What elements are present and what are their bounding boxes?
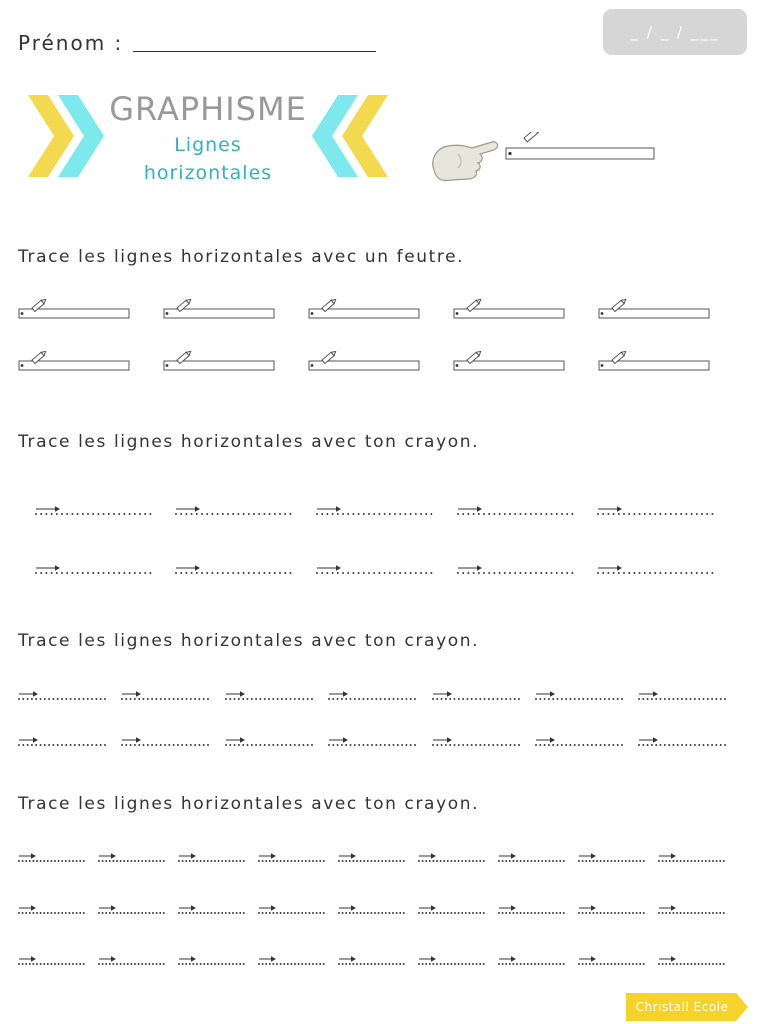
arrow-right-icon	[36, 506, 60, 512]
arrow-right-icon	[259, 905, 276, 911]
trace-dotted-line[interactable]	[175, 562, 293, 576]
arrow-right-icon	[499, 956, 516, 962]
pointing-hand-icon	[433, 142, 498, 181]
banner-subtitle-line2: horizontales	[143, 162, 273, 184]
instruction-1: Trace les lignes horizontales avec un feutre.	[18, 247, 465, 267]
pencil-icon	[612, 298, 627, 312]
arrow-right-icon	[499, 905, 516, 911]
trace-dotted-line[interactable]	[338, 953, 406, 967]
trace-dotted-line[interactable]	[498, 953, 566, 967]
trace-dotted-line[interactable]	[258, 902, 326, 916]
demo-example	[428, 132, 668, 192]
arrow-right-icon	[659, 956, 676, 962]
trace-dotted-line[interactable]	[225, 734, 313, 748]
banner-title: GRAPHISME	[109, 90, 307, 128]
trace-dotted-line[interactable]	[338, 902, 406, 916]
arrow-right-icon	[458, 565, 482, 571]
arrow-right-icon	[659, 853, 676, 859]
trace-dotted-line[interactable]	[578, 850, 646, 864]
arrow-right-icon	[226, 691, 245, 697]
trace-dotted-line[interactable]	[418, 902, 486, 916]
trace-dotted-line[interactable]	[178, 850, 246, 864]
trace-bar[interactable]	[163, 296, 277, 322]
arrow-right-icon	[176, 506, 200, 512]
arrow-right-icon	[99, 905, 116, 911]
instruction-4: Trace les lignes horizontales avec ton crayon.	[18, 794, 480, 814]
date-box[interactable]: _ / _ / ___	[603, 9, 747, 55]
footer-brand: Christall Ecole	[635, 1000, 729, 1014]
arrow-right-icon	[259, 956, 276, 962]
trace-dotted-line[interactable]	[578, 902, 646, 916]
pencil-icon	[177, 350, 192, 364]
trace-dotted-line[interactable]	[457, 562, 575, 576]
arrow-right-icon	[36, 565, 60, 571]
trace-dotted-line[interactable]	[316, 562, 434, 576]
banner-subtitle-line1: Lignes	[174, 134, 242, 156]
pencil-icon	[32, 350, 47, 364]
trace-dotted-line[interactable]	[316, 503, 434, 517]
arrow-right-icon	[19, 691, 38, 697]
arrow-right-icon	[433, 691, 452, 697]
trace-bar[interactable]	[18, 348, 132, 374]
trace-bar[interactable]	[308, 348, 422, 374]
arrow-right-icon	[536, 737, 555, 743]
arrow-right-icon	[433, 737, 452, 743]
arrow-right-icon	[99, 853, 116, 859]
pencil-icon	[467, 298, 482, 312]
sample-horizontal-line	[506, 148, 654, 159]
arrow-right-icon	[179, 905, 196, 911]
trace-dotted-line[interactable]	[418, 850, 486, 864]
trace-dotted-line[interactable]	[457, 503, 575, 517]
trace-dotted-line[interactable]	[597, 562, 715, 576]
arrow-right-icon	[259, 853, 276, 859]
arrow-right-icon	[579, 853, 596, 859]
pencil-icon	[177, 298, 192, 312]
trace-dotted-line[interactable]	[18, 902, 86, 916]
trace-dotted-line[interactable]	[658, 850, 726, 864]
trace-bar[interactable]	[18, 296, 132, 322]
trace-bar[interactable]	[453, 296, 567, 322]
arrow-right-icon	[419, 853, 436, 859]
arrow-right-icon	[499, 853, 516, 859]
pencil-icon	[322, 298, 337, 312]
arrow-right-icon	[458, 506, 482, 512]
arrow-right-icon	[339, 853, 356, 859]
arrow-right-icon	[19, 905, 36, 911]
trace-dotted-line[interactable]	[178, 902, 246, 916]
trace-dotted-line[interactable]	[98, 902, 166, 916]
trace-bar[interactable]	[163, 348, 277, 374]
pencil-icon	[32, 298, 47, 312]
trace-dotted-line[interactable]	[658, 902, 726, 916]
arrow-right-icon	[317, 565, 341, 571]
trace-dotted-line[interactable]	[498, 902, 566, 916]
arrow-right-icon	[579, 905, 596, 911]
trace-dotted-line[interactable]	[638, 688, 726, 702]
trace-dotted-line[interactable]	[418, 953, 486, 967]
trace-dotted-line[interactable]	[535, 734, 623, 748]
arrow-right-icon	[19, 737, 38, 743]
pencil-icon	[524, 132, 542, 142]
arrow-right-icon	[536, 691, 555, 697]
trace-dotted-line[interactable]	[98, 953, 166, 967]
arrow-right-icon	[419, 956, 436, 962]
trace-bar[interactable]	[598, 296, 712, 322]
trace-dotted-line[interactable]	[121, 688, 209, 702]
trace-dotted-line[interactable]	[338, 850, 406, 864]
trace-dotted-line[interactable]	[35, 503, 153, 517]
arrow-right-icon	[329, 737, 348, 743]
trace-dotted-line[interactable]	[258, 953, 326, 967]
arrow-right-icon	[176, 565, 200, 571]
trace-dotted-line[interactable]	[225, 688, 313, 702]
instruction-3: Trace les lignes horizontales avec ton crayon.	[18, 631, 480, 651]
trace-dotted-line[interactable]	[18, 850, 86, 864]
pencil-icon	[322, 350, 337, 364]
trace-dotted-line[interactable]	[121, 734, 209, 748]
arrow-right-icon	[99, 956, 116, 962]
pencil-icon	[467, 350, 482, 364]
name-write-line[interactable]	[133, 51, 376, 52]
trace-bar[interactable]	[453, 348, 567, 374]
arrow-right-icon	[639, 691, 658, 697]
trace-dotted-line[interactable]	[175, 503, 293, 517]
trace-dotted-line[interactable]	[578, 953, 646, 967]
arrow-right-icon	[419, 905, 436, 911]
pencil-icon	[612, 350, 627, 364]
trace-dotted-line[interactable]	[18, 953, 86, 967]
instruction-2: Trace les lignes horizontales avec ton crayon.	[18, 432, 480, 452]
trace-dotted-line[interactable]	[498, 850, 566, 864]
arrow-right-icon	[179, 853, 196, 859]
arrow-right-icon	[339, 956, 356, 962]
trace-bar[interactable]	[598, 348, 712, 374]
arrow-right-icon	[329, 691, 348, 697]
trace-dotted-line[interactable]	[432, 734, 520, 748]
arrow-right-icon	[579, 956, 596, 962]
arrow-right-icon	[122, 691, 141, 697]
trace-dotted-line[interactable]	[35, 562, 153, 576]
trace-dotted-line[interactable]	[535, 688, 623, 702]
arrow-right-icon	[19, 853, 36, 859]
trace-dotted-line[interactable]	[638, 734, 726, 748]
trace-dotted-line[interactable]	[178, 953, 246, 967]
trace-dotted-line[interactable]	[328, 688, 416, 702]
arrow-right-icon	[598, 506, 622, 512]
arrow-right-icon	[19, 956, 36, 962]
trace-dotted-line[interactable]	[98, 850, 166, 864]
trace-dotted-line[interactable]	[597, 503, 715, 517]
name-label: Prénom :	[18, 31, 124, 55]
trace-dotted-line[interactable]	[18, 734, 106, 748]
trace-dotted-line[interactable]	[658, 953, 726, 967]
trace-bar[interactable]	[308, 296, 422, 322]
arrow-right-icon	[122, 737, 141, 743]
trace-dotted-line[interactable]	[432, 688, 520, 702]
arrow-right-icon	[339, 905, 356, 911]
arrow-right-icon	[317, 506, 341, 512]
arrow-right-icon	[659, 905, 676, 911]
arrow-right-icon	[639, 737, 658, 743]
trace-dotted-line[interactable]	[328, 734, 416, 748]
arrow-right-icon	[226, 737, 245, 743]
arrow-right-icon	[179, 956, 196, 962]
arrow-right-icon	[598, 565, 622, 571]
trace-dotted-line[interactable]	[258, 850, 326, 864]
trace-dotted-line[interactable]	[18, 688, 106, 702]
